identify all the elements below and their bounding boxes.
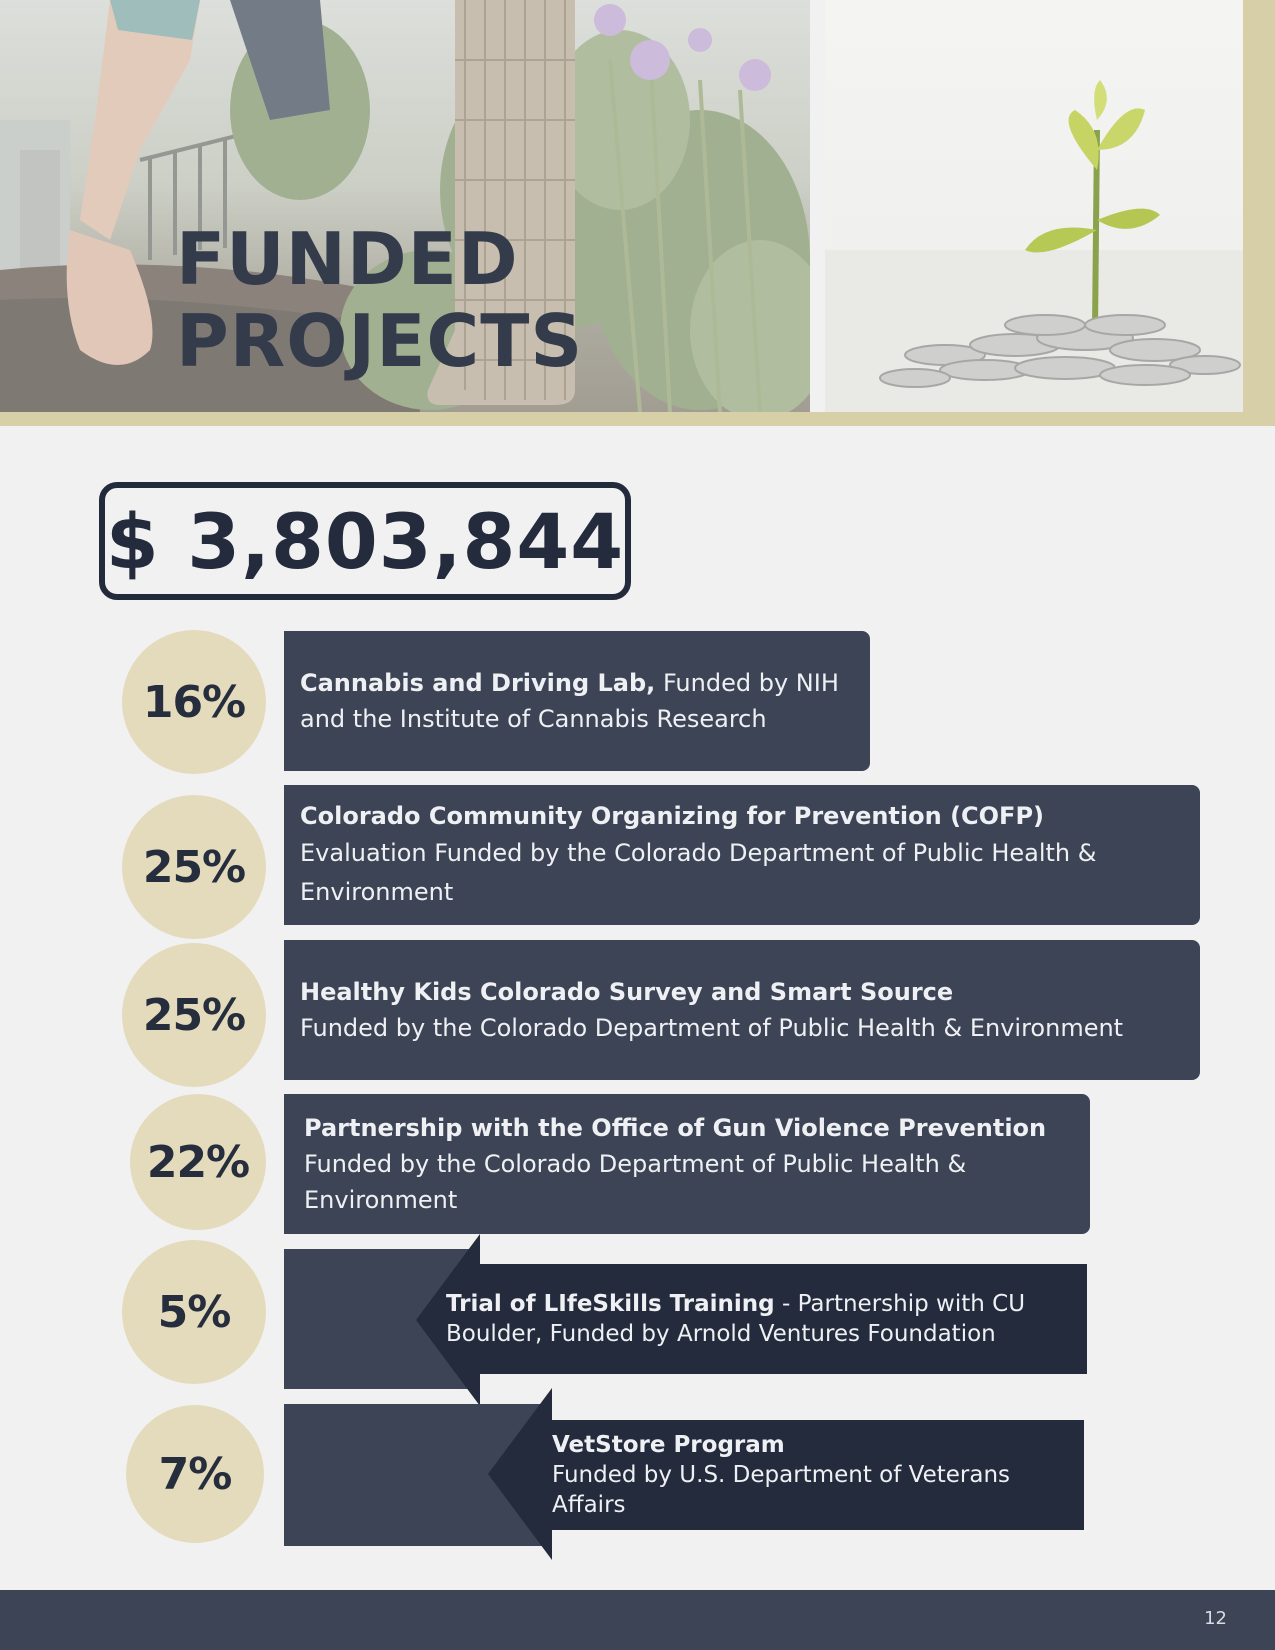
project-card bbox=[284, 940, 1200, 1080]
project-description: Funded by U.S. Department of Veterans Affairs bbox=[552, 1462, 1011, 1518]
arrow-left-icon bbox=[488, 1388, 552, 1560]
percent-badge: 5% bbox=[122, 1240, 266, 1384]
project-card bbox=[552, 1420, 1084, 1530]
page-title bbox=[176, 218, 736, 382]
project-description: Funded by the Colorado Department of Public Health & Environment bbox=[300, 1014, 1124, 1042]
project-text bbox=[300, 665, 854, 737]
project-card bbox=[446, 1264, 1087, 1374]
percent-badge: 22% bbox=[130, 1094, 266, 1230]
header-accent-bar bbox=[1243, 0, 1275, 412]
project-card bbox=[284, 631, 870, 771]
page-number: 12 bbox=[1204, 1608, 1227, 1629]
project-name: Cannabis and Driving Lab, bbox=[300, 669, 656, 697]
project-name: Partnership with the Office of Gun Violence Prevention bbox=[304, 1114, 1047, 1142]
sprout-coins-illustration bbox=[825, 0, 1243, 412]
percent-badge: 7% bbox=[126, 1405, 264, 1543]
total-funding-box bbox=[99, 482, 631, 600]
percent-badge: 16% bbox=[122, 630, 266, 774]
project-card bbox=[284, 785, 1200, 925]
footer-bar bbox=[0, 1590, 1275, 1650]
project-description: Funded by the Colorado Department of Public Health & Environment bbox=[304, 1150, 967, 1214]
project-description: - Partnership with CU Boulder, Funded by Arnold Ventures Foundation bbox=[446, 1291, 1026, 1347]
project-text bbox=[446, 1289, 1087, 1349]
total-funding-amount: $ 3,803,844 bbox=[105, 496, 625, 586]
project-name: Healthy Kids Colorado Survey and Smart Source bbox=[300, 978, 954, 1006]
project-name: Colorado Community Organizing for Prevention (COFP) bbox=[300, 802, 1044, 830]
percent-badge: 25% bbox=[122, 943, 266, 1087]
percent-badge: 25% bbox=[122, 795, 266, 939]
page-title-line-2: PROJECTS bbox=[176, 299, 584, 383]
project-description: Funded by NIH and the Institute of Cannabis Research bbox=[300, 669, 839, 733]
sprout-coins-photo bbox=[825, 0, 1243, 412]
project-card bbox=[284, 1094, 1090, 1234]
project-description: Evaluation Funded by the Colorado Department of Public Health & Environment bbox=[300, 839, 1097, 906]
project-name: Trial of LIfeSkills Training bbox=[446, 1291, 775, 1317]
project-name: VetStore Program bbox=[552, 1432, 785, 1458]
page-title-line-1: FUNDED bbox=[176, 217, 519, 301]
header-accent-strip bbox=[0, 412, 1275, 426]
